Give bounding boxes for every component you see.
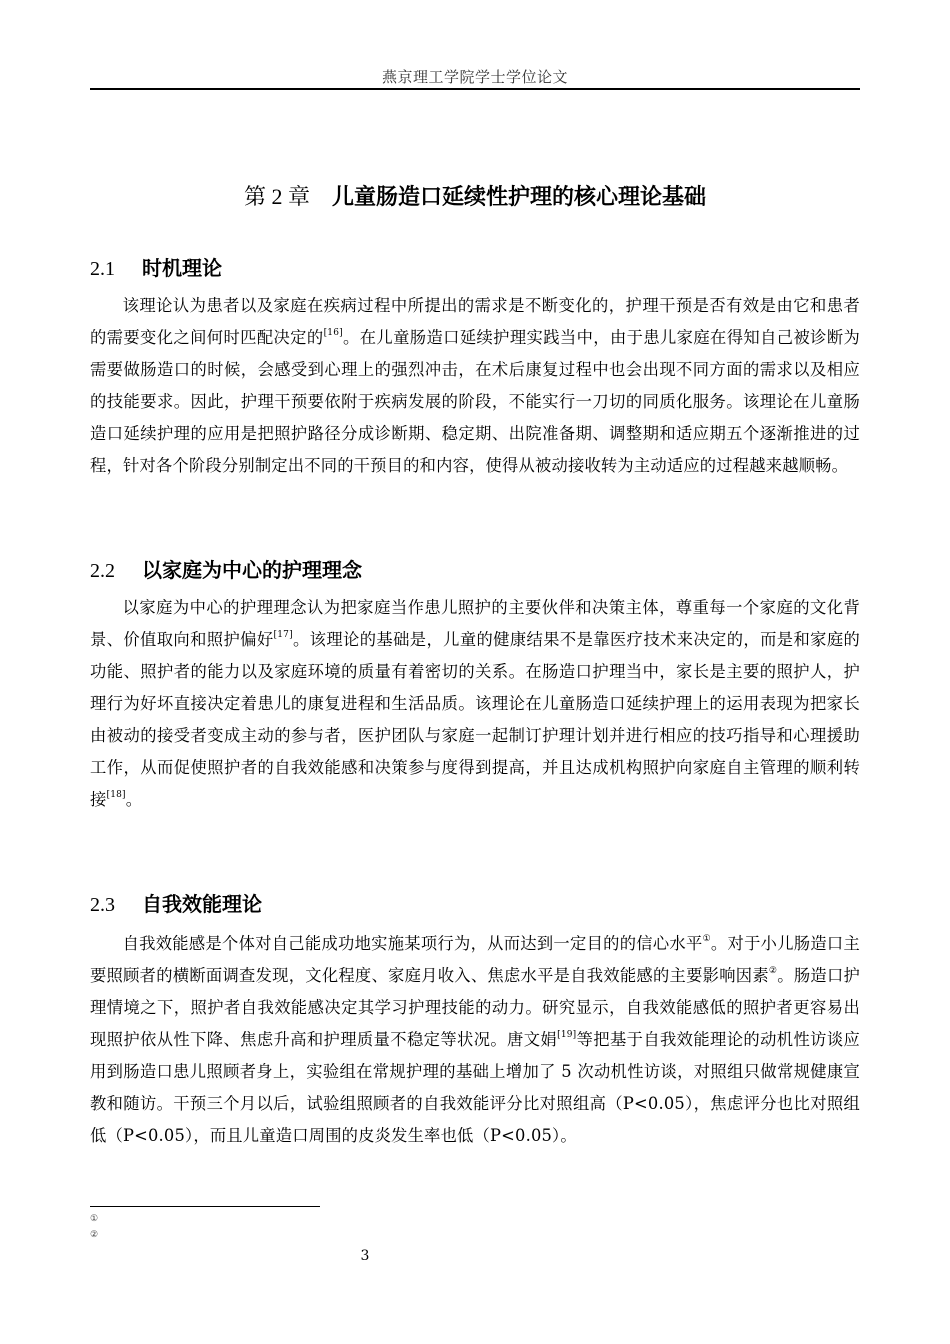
citation: [17] xyxy=(273,630,293,640)
paragraph-text: 以家庭为中心的护理理念认为把家庭当作患儿照护的主要伙伴和决策主体，尊重每一个家庭的文化背景、价值取向和照护偏好 xyxy=(90,598,860,649)
chapter-title-text: 儿童肠造口延续性护理的核心理论基础 xyxy=(332,185,707,210)
section-heading-2-2 xyxy=(90,554,362,583)
section-title: 以家庭为中心的护理理念 xyxy=(142,558,362,582)
footnote-1: ① xyxy=(90,1214,99,1224)
paragraph-text: 该理论认为患者以及家庭在疾病过程中所提出的需求是不断变化的，护理干预是否有效是由它和患者的需要变化之间何时匹配决定的 xyxy=(90,296,860,347)
section-title: 时机理论 xyxy=(142,256,222,280)
paragraph-text: 。在儿童肠造口延续护理实践当中，由于患儿家庭在得知自己被诊断为需要做肠造口的时候，会感受到心理上的强烈冲击，在术后康复过程中也会出现不同方面的需求以及相应的技能要求。因此，护理干预要依附于疾病发展的阶段，不能实行一刀切的同质化服务。该理论在儿童肠造口延续护理的应用是把照护路径分成诊断期、稳定期、出院准备期、调整期和适应期五个逐渐推进的过程，针对各个阶段分别制定出不同的干预目的和内容，使得从被动接收转为主动适应的过程越来越顺畅。 xyxy=(90,328,860,475)
paragraph-text: 。 xyxy=(125,790,143,809)
citation: [18] xyxy=(106,790,126,800)
footnote-marker[interactable]: ① xyxy=(702,934,711,944)
paragraph-text: 等把基于自我效能理论的动机性访谈应用到肠造口患儿照顾者身上，实验组在常规护理的基础上增加了 5 次动机性访谈，对照组只做常规健康宣教和随访。干预三个月以后，试验组照顾者的自我效能评分比对照组高（P<0.05），焦虑评分也比对照组低（P<0.05），而且儿童造口周围的皮炎发生率也低（P<0.05）。 xyxy=(90,1030,860,1145)
paragraph-text: 自我效能感是个体对自己能成功地实施某项行为，从而达到一定目的的信心水平 xyxy=(122,934,703,953)
section-number: 2.1 xyxy=(90,258,115,280)
footnote-2: ② xyxy=(90,1230,99,1240)
section-title: 自我效能理论 xyxy=(142,892,262,916)
citation: [19] xyxy=(557,1030,577,1040)
section-number: 2.2 xyxy=(90,560,115,582)
section-paragraph xyxy=(90,592,860,816)
chapter-number: 第 2 章 xyxy=(243,184,310,209)
page-header: 燕京理工学院学士学位论文 xyxy=(381,68,568,86)
paragraph-text: 。该理论的基础是，儿童的健康结果不是靠医疗技术来决定的，而是和家庭的功能、照护者的能力以及家庭环境的质量有着密切的关系。在肠造口护理当中，家长是主要的照护人，护理行为好坏直接决定着患儿的康复进程和生活品质。该理论在儿童肠造口延续护理上的运用表现为把家长由被动的接受者变成主动的参与者，医护团队与家庭一起制订护理计划并进行相应的技巧指导和心理援助工作，从而促使照护者的自我效能感和决策参与度得到提高，并且达成机构照护向家庭自主管理的顺利转接 xyxy=(90,630,860,809)
page-number: 3 xyxy=(360,1248,370,1264)
paragraph-text: 。对于小儿肠造口主要照顾者的横断面调查发现，文化程度、家庭月收入、焦虑水平是自我效能感的主要影响因素 xyxy=(90,934,860,985)
footnote-separator xyxy=(90,1206,320,1207)
header-rule xyxy=(90,88,860,90)
paragraph-text: 。肠造口护理情境之下，照护者自我效能感决定其学习护理技能的动力。研究显示，自我效能感低的照护者更容易出现照护依从性下降、焦虑升高和护理质量不稳定等状况。唐文娟 xyxy=(90,966,860,1049)
section-paragraph xyxy=(90,290,860,482)
section-heading-2-1 xyxy=(90,252,222,281)
section-paragraph xyxy=(90,928,860,1152)
section-heading-2-3 xyxy=(90,888,262,917)
footnote-marker[interactable]: ② xyxy=(768,966,778,976)
chapter-title xyxy=(90,180,860,211)
section-number: 2.3 xyxy=(90,894,115,916)
citation: [16] xyxy=(323,328,343,338)
